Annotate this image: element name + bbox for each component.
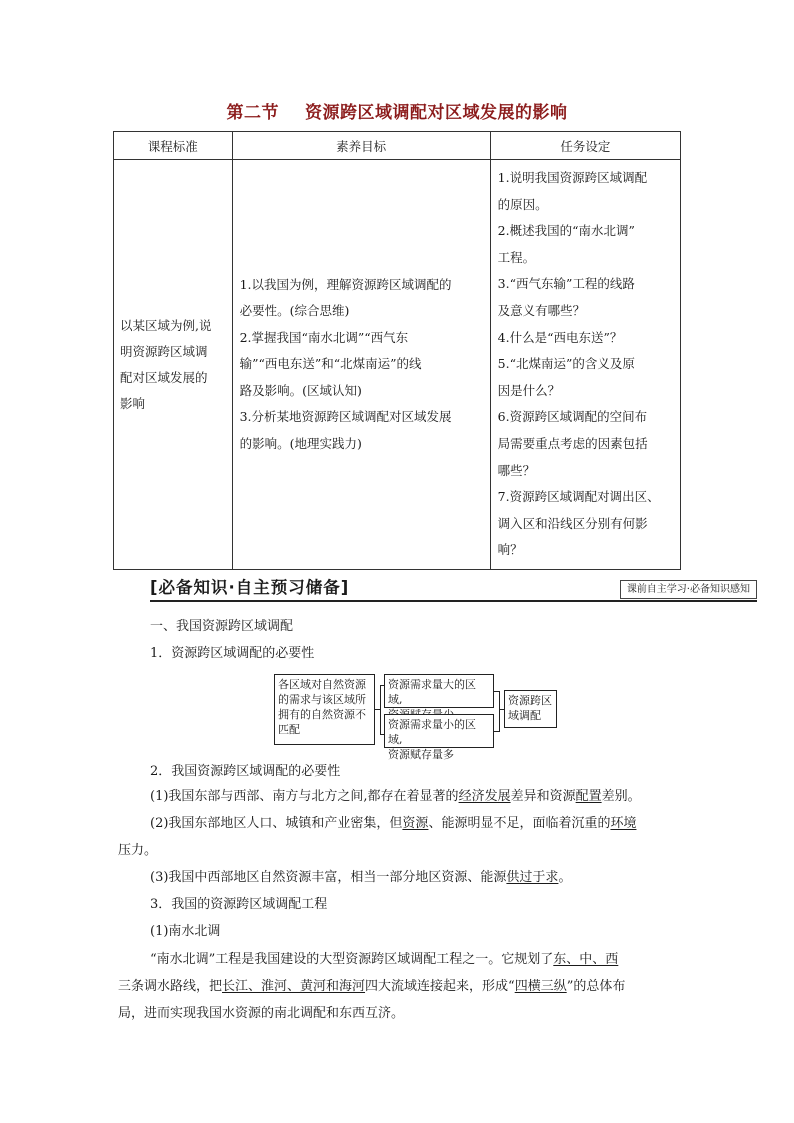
literacy-cell — [232, 160, 490, 570]
diagram-low-demand-box — [384, 714, 494, 761]
page-title — [0, 98, 794, 123]
curriculum-line: 以某区域为例,说 — [120, 317, 212, 333]
banner-title: [必备知识·自主预习储备] — [150, 578, 350, 597]
heading-1-1: 1．资源跨区域调配的必要性 — [150, 646, 315, 661]
banner-tag: 课前自主学习·必备知识感知 — [620, 580, 757, 599]
diagram-high-demand-box — [384, 674, 494, 708]
header-tasks: 任务设定 — [490, 132, 680, 160]
task-line: 调入区和沿线区分别有何影 — [497, 515, 648, 531]
task-line: 及意义有哪些？ — [497, 303, 586, 319]
task-line: 5.“北煤南运”的含义及原 — [497, 356, 635, 372]
task-line: 4.什么是“西电东送”？ — [497, 329, 623, 345]
header-literacy: 素养目标 — [232, 132, 490, 160]
task-line: 响？ — [497, 542, 523, 558]
paragraph-3 — [150, 868, 571, 888]
curriculum-line: 配对区域发展的 — [120, 369, 208, 385]
answer-underline: 环境 — [610, 816, 637, 831]
diagram-text: 拥有的自然资源不 — [278, 708, 366, 721]
diagram-connector — [380, 685, 381, 735]
paragraph-2-cont: 压力。 — [118, 843, 158, 858]
diagram-text: 匹配 — [278, 723, 300, 736]
literacy-line: 2.掌握我国“南水北调”“西气东 — [239, 329, 409, 345]
section-title: 资源跨区域调配对区域发展的影响 — [305, 103, 568, 123]
tasks-cell — [490, 160, 680, 570]
task-line: 2.概述我国的“南水北调” — [497, 223, 635, 239]
task-line: 6.资源跨区域调配的空间布 — [497, 409, 648, 425]
task-line: 哪些？ — [497, 462, 536, 478]
diagram-cause-box — [274, 674, 375, 745]
task-line: 1.说明我国资源跨区域调配 — [497, 170, 648, 186]
paragraph-2 — [150, 814, 636, 834]
literacy-line: 3.分析某地资源跨区域调配对区域发展 — [239, 409, 452, 425]
text-run: 差别。 — [601, 789, 641, 804]
text-run: 四大流域连接起来，形成“ — [365, 979, 515, 994]
text-run: (2)我国东部地区人口、城镇和产业密集，但 — [150, 816, 403, 831]
text-run: 、能源明显不足，面临着沉重的 — [428, 816, 611, 831]
task-line: 3.“西气东输”工程的线路 — [497, 276, 635, 292]
diagram-result-box — [504, 690, 557, 728]
curriculum-cell — [114, 160, 233, 570]
text-run: (1)我国东部与西部、南方与北方之间,都存在着显著的 — [150, 789, 459, 804]
diagram-connector — [499, 691, 500, 732]
answer-underline: 东、中、西 — [553, 952, 619, 967]
diagram-text: 域调配 — [508, 709, 541, 722]
task-line: 工程。 — [497, 249, 536, 265]
diagram-text: 的需求与该区域所 — [278, 693, 366, 706]
paragraph-4-line-2 — [118, 977, 625, 997]
paragraph-1 — [150, 787, 641, 807]
task-line: 局需要重点考虑的因素包括 — [497, 435, 648, 451]
answer-underline: 经济发展 — [458, 789, 511, 804]
text-run: ”的总体布 — [566, 979, 626, 994]
curriculum-line: 明资源跨区域调 — [120, 343, 208, 359]
text-run: 。 — [558, 870, 572, 885]
task-line: 7.资源跨区域调配对调出区、 — [497, 489, 660, 505]
text-run: 差异和资源 — [510, 789, 576, 804]
literacy-line: 1.以我国为例，理解资源跨区域调配的 — [239, 276, 452, 292]
task-line: 的原因。 — [497, 196, 548, 212]
table-row — [114, 160, 681, 570]
task-line: 因是什么？ — [497, 382, 561, 398]
diagram-text: 资源赋存量多 — [388, 748, 454, 761]
diagram-text: 资源跨区 — [508, 694, 552, 707]
standards-table — [113, 131, 681, 570]
paragraph-4 — [150, 950, 618, 970]
heading-1-2: 2．我国资源跨区域调配的必要性 — [150, 764, 341, 779]
heading-1-3: 3．我国的资源跨区域调配工程 — [150, 897, 328, 912]
paragraph-4-line-3: 局，进而实现我国水资源的南北调配和东西互济。 — [118, 1006, 405, 1021]
answer-underline: 配置 — [575, 789, 602, 804]
text-run: “南水北调”工程是我国建设的大型资源跨区域调配工程之一。它规划了 — [150, 952, 554, 967]
table-header-row — [114, 132, 681, 160]
section-number: 第二节 — [226, 103, 279, 123]
banner-rule — [150, 600, 757, 602]
curriculum-line: 影响 — [120, 395, 146, 411]
section-banner — [150, 574, 757, 602]
header-curriculum: 课程标准 — [114, 132, 233, 160]
literacy-line: 必要性。(综合思维) — [239, 303, 350, 319]
heading-1: 一、我国资源跨区域调配 — [150, 619, 294, 634]
text-run: 三条调水路线，把 — [118, 979, 223, 994]
text-run: (3)我国中西部地区自然资源丰富，相当一部分地区资源、能源 — [150, 870, 507, 885]
diagram-text: 资源需求量小的区域, — [388, 718, 476, 746]
literacy-line: 路及影响。(区域认知) — [239, 382, 362, 398]
literacy-line: 输”“西电东送”和“北煤南运”的线 — [239, 356, 422, 372]
diagram-text: 各区域对自然资源 — [278, 678, 366, 691]
answer-underline: 长江、淮河、黄河和海河 — [222, 979, 366, 994]
answer-underline: 四横三纵 — [514, 979, 567, 994]
answer-underline: 资源 — [402, 816, 429, 831]
heading-1-3-1: (1)南水北调 — [150, 924, 221, 939]
answer-underline: 供过于求 — [506, 870, 559, 885]
diagram-text: 资源需求量大的区域, — [388, 678, 476, 706]
literacy-line: 的影响。(地理实践力) — [239, 435, 362, 451]
